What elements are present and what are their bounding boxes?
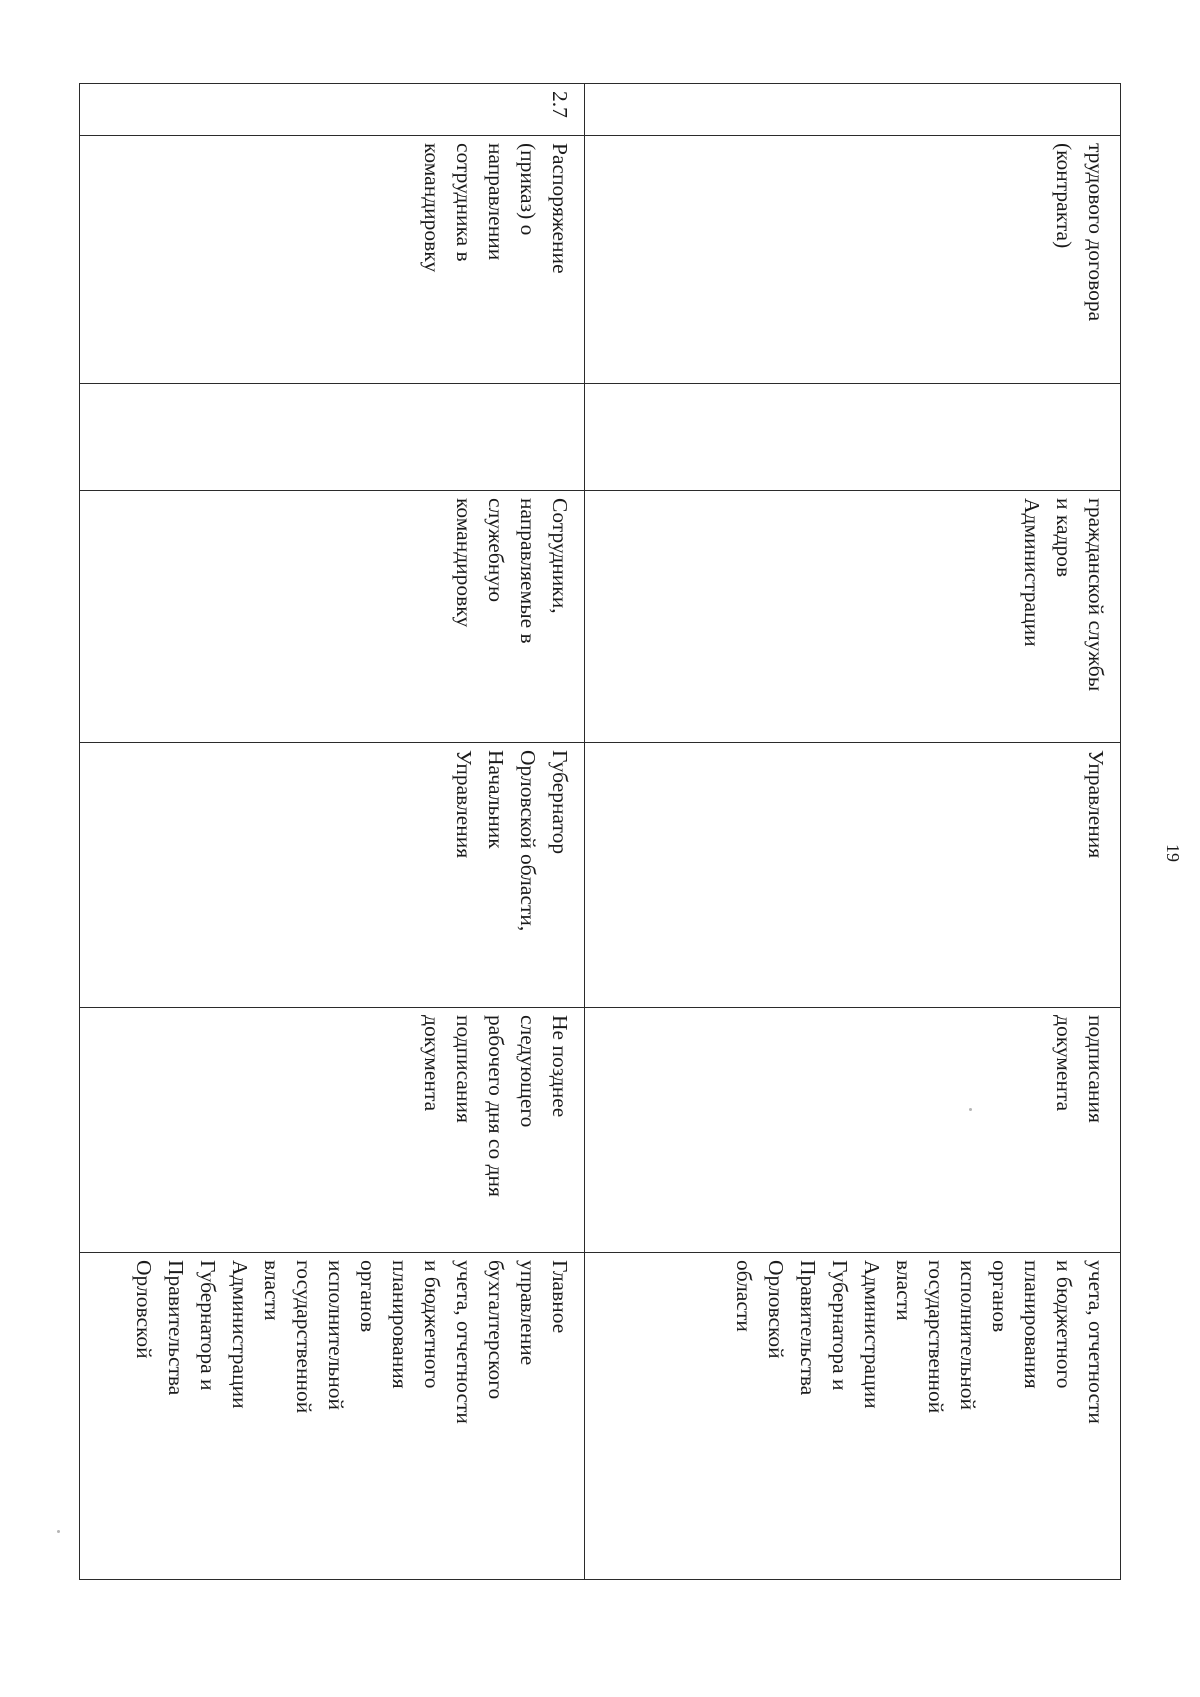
row-number-cell <box>585 84 1121 136</box>
recipient-cell: учета, отчетности и бюджетного планирования органов исполнительной государственной власти Администрации Губернатора и Правительства Орловской области <box>585 1253 1121 1580</box>
documents-table <box>79 83 1121 1580</box>
signer-cell: Управления <box>585 743 1121 1008</box>
empty-cell <box>585 384 1121 491</box>
table-row <box>585 84 1121 1580</box>
signer-cell: Губернатор Орловской области, Начальник Управления <box>80 743 585 1008</box>
deadline-cell: Не позднее следующего рабочего дня со дня подписания документа <box>80 1008 585 1253</box>
page-number: 19 <box>1163 844 1183 862</box>
responsible-cell: Сотрудники, направляемые в служебную командировку <box>80 491 585 743</box>
empty-cell <box>80 384 585 491</box>
recipient-cell: Главное управление бухгалтерского учета, отчетности и бюджетного планирования органов исполнительной государственной власти Администрации Губернатора и Правительства Орловской <box>80 1253 585 1580</box>
deadline-cell: подписания документа <box>585 1008 1121 1253</box>
responsible-cell: гражданской службы и кадров Администрации <box>585 491 1121 743</box>
document-cell: трудового договора (контракта) <box>585 136 1121 384</box>
table-row <box>80 84 585 1580</box>
document-cell: Распоряжение (приказ) о направлении сотрудника в командировку <box>80 136 585 384</box>
row-number-cell: 2.7 <box>80 84 585 136</box>
scan-speck <box>57 1530 60 1533</box>
